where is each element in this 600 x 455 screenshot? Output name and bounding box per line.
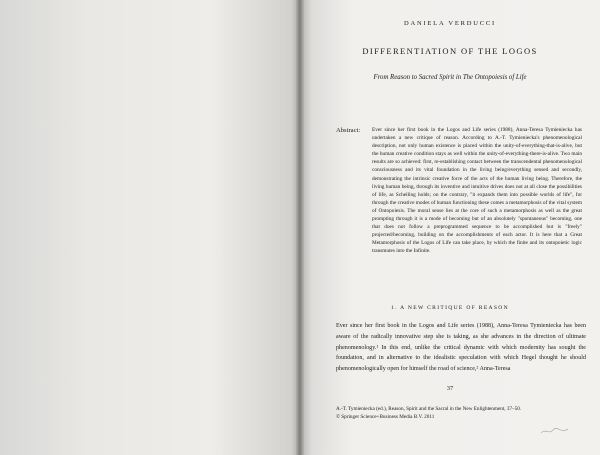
chapter-title: DIFFERENTIATION OF THE LOGOS	[362, 46, 538, 56]
source-footnote	[336, 405, 586, 421]
footnote-copyright: © Springer Science+Business Media B.V. 2011	[336, 414, 435, 421]
page-number: 37	[446, 385, 454, 392]
handwritten-mark	[540, 426, 570, 436]
footnote-citation: A.-T. Tymieniecka (ed.), Reason, Spirit and the Sacral in the New Enlightenment, 37–50.	[336, 406, 522, 412]
body-paragraph: Ever since her first book in the Logos and Life series (1988), Anna-Teresa Tymieniecka has been aware of the radically innovative step she is taking, as she advances in the direction of ultimate phenomenology.¹ In this end, unlike the critical dynamic with which modernity has sought the foundation, and in alternative to the idealistic speculation with which Hegel thought he should phenomenologically open for himself the road of science,² Anna-Teresa	[336, 323, 586, 373]
chapter-subtitle: From Reason to Sacred Spirit in The Ontopoiesis of Life	[373, 74, 527, 81]
section-heading: 1. A NEW CRITIQUE OF REASON	[391, 305, 509, 311]
abstract-text: Ever since her first book in the Logos and Life series (1988), Anna-Teresa Tymieniecka has undertaken a new critique of reason. According to A.-T. Tymieniecka's phenomenological description, not only human existence is placed within the unity-of-everything-that-is-alive, but the human creative condition stays as well within the unity-of-everything-there-is-alive. Two main results are so achieved: first, re-establishing contact between the transcendental phenomenological consciousness and its vital foundation in the living being/everything sensed and secondly, demonstrating the intrinsic creative force of the acts of the human living being. Therefore, the living human being, through its inventive and intuitive drives does not at all close the possibilities of life, as Schelling holds; on the contrary, "it expands them into possible worlds of life", for through the creative modes of human functioning these comes a metamorphosis of the vital system of Ontopoiesis. The moral sense lies at the core of such a metamorphosis as well as the great prompting through it is a mode of becoming but of an absolutely "spontaneous" becoming, one that does not follow a preprogrammed sequence to be accomplished but is "freely" projected/becoming, building on the accomplishments of each actor. It is here that a Great Metamorphosis of the Logos of Life can take place, by which the finite and its ontopoietic logic transmutes into the Infinite.	[372, 127, 582, 255]
abstract-label: Abstract:	[336, 127, 361, 134]
running-head: DANIELA VERDUCCI	[403, 20, 497, 27]
